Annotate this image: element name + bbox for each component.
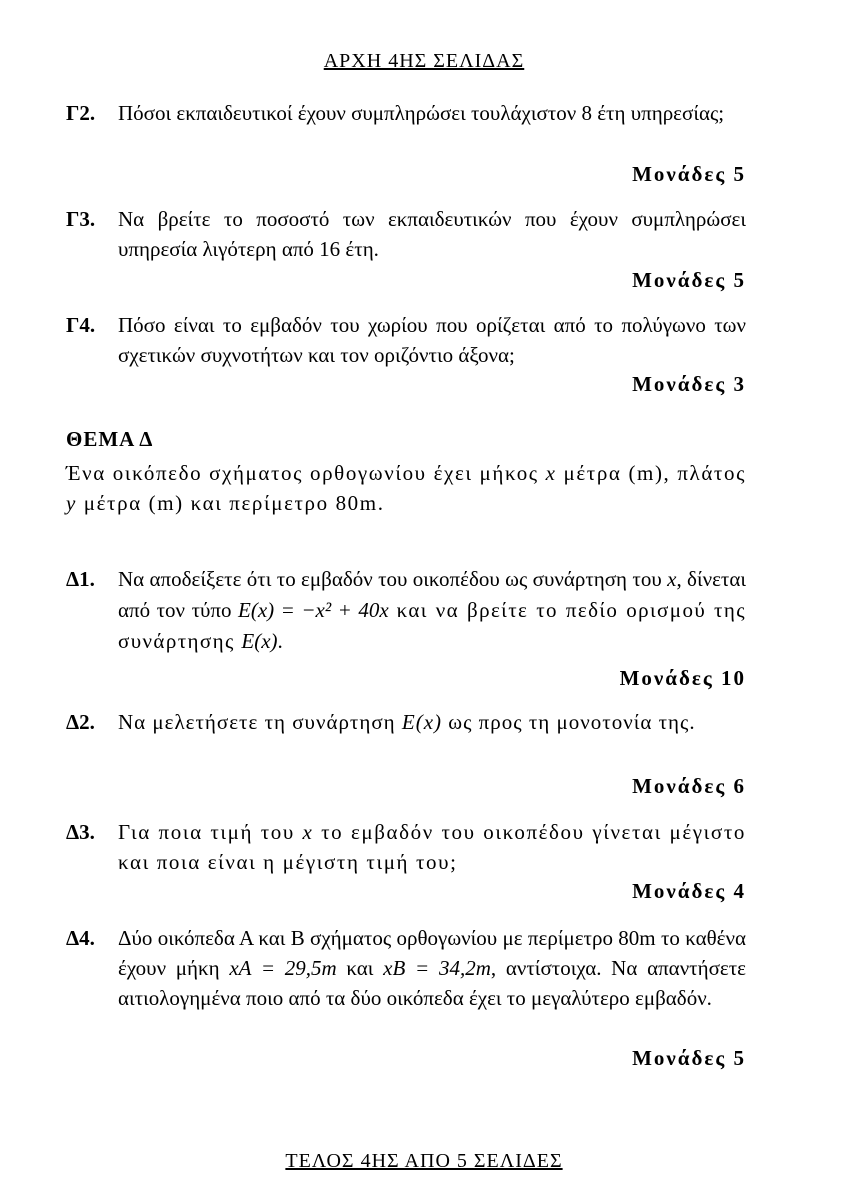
question-text: Πόσο είναι το εμβαδόν του χωρίου που ορίζεται από το πολύγωνο των σχετικών συχνοτήτων και τον οριζόντιο άξονα; (118, 313, 746, 367)
question-text (118, 707, 746, 737)
length-xa: xA = 29,5m (229, 956, 337, 980)
score-g3: Μονάδες 5 (632, 268, 746, 292)
question-number: Δ1. (66, 567, 95, 591)
score-g2: Μονάδες 5 (632, 162, 746, 186)
function-notation: E(x) (241, 629, 278, 653)
question-number: Δ2. (66, 710, 95, 734)
variable-x: x (302, 820, 314, 844)
question-g4 (66, 310, 746, 370)
function-notation: E(x) (401, 710, 443, 734)
question-number: Γ4. (66, 313, 96, 337)
question-text-part: , αντίστοιχα. Να απαντήσετε αιτιολογημένα ποιο από τα δύο οικόπεδα έχει το μεγαλύτερο εμβαδόν. (118, 956, 747, 1010)
question-d2 (66, 707, 746, 737)
question-number: Δ4. (66, 926, 95, 950)
intro-text: μέτρα (m) και περίμετρο 80m. (76, 491, 385, 515)
question-text-part: Για ποια τιμή του (118, 820, 303, 844)
question-number: Δ3. (66, 820, 95, 844)
intro-text: Ένα οικόπεδο σχήματος ορθογωνίου έχει μήκος (66, 461, 546, 485)
score-g4: Μονάδες 3 (632, 372, 746, 396)
score-d2: Μονάδες 6 (632, 774, 746, 798)
intro-text: μέτρα (m), πλάτος (556, 461, 746, 485)
question-text-part: Να μελετήσετε τη συνάρτηση (118, 710, 402, 734)
score-d3: Μονάδες 4 (632, 879, 746, 903)
question-text-part: . (277, 629, 283, 653)
variable-x: x (545, 461, 557, 485)
question-text-part: και (336, 956, 384, 980)
variable-x: x (667, 567, 677, 591)
question-text-part: , δίνεται από τον τύπο (118, 567, 747, 622)
formula: E(x) = −x² + 40x (238, 598, 389, 622)
question-text: Να βρείτε το ποσοστό των εκπαιδευτικών που έχουν συμπληρώσει υπηρεσία λιγότερη από 16 έτη. (118, 207, 746, 261)
question-text-part: Να αποδείξετε ότι το εμβαδόν του οικοπέδου ως συνάρτηση του (118, 567, 668, 591)
question-d4 (66, 923, 746, 1013)
question-text-part: Δύο οικόπεδα Α και Β σχήματος ορθογωνίου με περίμετρο 80m το καθένα έχουν μήκη (118, 926, 746, 980)
score-d4: Μονάδες 5 (632, 1046, 746, 1070)
page-footer: ΤΕΛΟΣ 4ΗΣ ΑΠΟ 5 ΣΕΛΙΔΕΣ (285, 1150, 563, 1172)
question-g3 (66, 204, 746, 264)
question-number: Γ3. (66, 207, 96, 231)
question-text-part: ως προς τη μονοτονία της. (442, 710, 696, 734)
section-intro (66, 458, 746, 518)
question-text (118, 923, 746, 1013)
section-title: ΘΕΜΑ Δ (66, 427, 154, 451)
length-xb: xB = 34,2m (383, 956, 491, 980)
question-g2 (66, 98, 746, 128)
question-number: Γ2. (66, 101, 96, 125)
question-text-part: το εμβαδόν του οικοπέδου γίνεται μέγιστο και ποια είναι η μέγιστη τιμή του; (118, 820, 746, 874)
question-text: Πόσοι εκπαιδευτικοί έχουν συμπληρώσει τουλάχιστον 8 έτη υπηρεσίας; (118, 101, 725, 125)
question-text (118, 817, 746, 877)
question-d1 (66, 564, 746, 657)
question-d3 (66, 817, 746, 877)
page-header: ΑΡΧΗ 4ΗΣ ΣΕΛΙΔΑΣ (323, 50, 525, 72)
question-text-part: και να βρείτε το πεδίο ορισμού της συνάρτησης (118, 598, 746, 653)
question-text (118, 564, 746, 657)
variable-y: y (66, 491, 77, 515)
score-d1: Μονάδες 10 (619, 666, 746, 690)
